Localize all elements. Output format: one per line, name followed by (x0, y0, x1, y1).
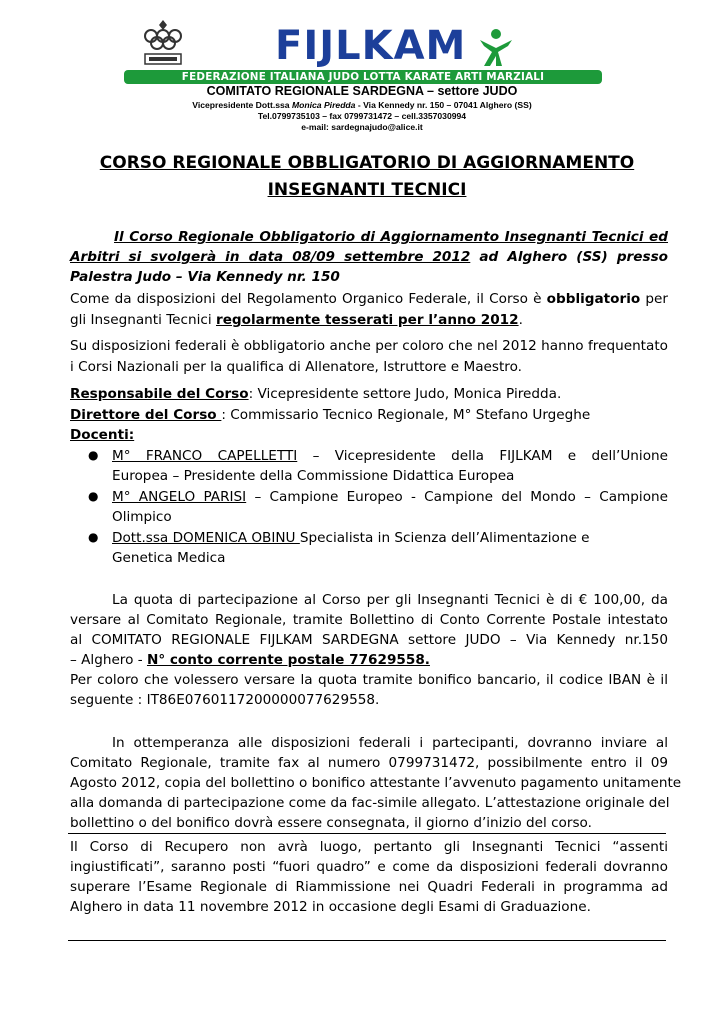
teacher-2-line-1: M° ANGELO PARISI – Campione Europeo - Campione del Mondo – Campione (112, 489, 668, 505)
teacher-3-line-2: Genetica Medica (112, 550, 226, 566)
submission-line-3: Agosto 2012, copia del bollettino o bonifico attestante l’avvenuto pagamento unitamente (70, 775, 682, 791)
recovery-line-1: Il Corso di Recupero non avrà luogo, pertanto gli Insegnanti Tecnici “assenti (70, 839, 668, 855)
bullet-icon: ● (88, 448, 99, 462)
vicepresident-line: Vicepresidente Dott.ssa Monica Piredda - Via Kennedy nr. 150 – 07041 Alghero (SS) (192, 100, 532, 110)
fijlkam-figure-icon (476, 28, 516, 68)
intro-line-3: Palestra Judo – Via Kennedy nr. 150 (70, 269, 340, 285)
fee-line-1: La quota di partecipazione al Corso per gli Insegnanti Tecnici è di € 100,00, da (112, 592, 668, 608)
recovery-line-4: Alghero in data 11 novembre 2012 in occasione degli Esami di Graduazione. (70, 899, 591, 915)
recovery-line-3: superare l’Esame Regionale di Riammissione nei Quadri Federali in programma ad (70, 879, 668, 895)
footer-rule (68, 940, 666, 941)
bullet-icon: ● (88, 489, 99, 503)
section-divider (68, 833, 666, 834)
brand-logo-text: FIJLKAM (275, 23, 467, 69)
intro-line-5: gli Insegnanti Tecnici regolarmente tesserati per l’anno 2012. (70, 312, 523, 328)
teacher-2-line-2: Olimpico (112, 509, 172, 525)
teachers-heading: Docenti: (70, 427, 135, 443)
committee-heading: COMITATO REGIONALE SARDEGNA – settore JUDO (206, 84, 518, 98)
submission-line-4: alla domanda di partecipazione come da fac-simile allegato. L’attestazione originale del (70, 795, 670, 811)
teacher-3-line-1: Dott.ssa DOMENICA OBINU Specialista in Scienza dell’Alimentazione e (112, 530, 590, 546)
teacher-1-line-2: Europea – Presidente della Commissione Didattica Europea (112, 468, 515, 484)
document-title: CORSO REGIONALE OBBLIGATORIO DI AGGIORNAMENTO (99, 153, 635, 173)
intro-line-4: Come da disposizioni del Regolamento Organico Federale, il Corso è obbligatorio per (70, 291, 668, 307)
national-line-1: Su disposizioni federali è obbligatorio anche per coloro che nel 2012 hanno frequentato (70, 338, 668, 354)
director-line: Direttore del Corso : Commissario Tecnico Regionale, M° Stefano Urgeghe (70, 407, 591, 423)
submission-line-5: bollettino o del bonifico dovrà essere consegnata, il giorno d’inizio del corso. (70, 815, 592, 831)
bullet-icon: ● (88, 530, 99, 544)
olympic-rings-logo-icon (142, 18, 184, 70)
recovery-line-2: ingiustificati”, saranno posti “fuori quadro” e come da disposizioni federali dovranno (70, 859, 668, 875)
federation-banner: FEDERAZIONE ITALIANA JUDO LOTTA KARATE ARTI MARZIALI (124, 70, 602, 84)
phone-line: Tel.0799735103 – fax 0799731472 – cell.3357030994 (257, 111, 467, 121)
submission-line-2: Comitato Regionale, tramite fax al numero 0799731472, possibilmente entro il 09 (70, 755, 668, 771)
fee-line-4: – Alghero - N° conto corrente postale 77629558. (70, 652, 430, 668)
intro-line-2: Arbitri si svolgerà in data 08/09 settembre 2012 ad Alghero (SS) presso (70, 249, 668, 265)
iban-line: seguente : IT86E0760117200000077629558. (70, 692, 380, 708)
intro-line-1: Il Corso Regionale Obbligatorio di Aggiornamento Insegnanti Tecnici ed (114, 229, 668, 245)
document-subtitle: INSEGNANTI TECNICI (267, 180, 467, 200)
responsible-line: Responsabile del Corso: Vicepresidente settore Judo, Monica Piredda. (70, 386, 562, 402)
teacher-1-line-1: M° FRANCO CAPELLETTI – Vicepresidente della FIJLKAM e dell’Unione (112, 448, 668, 464)
fee-line-3: al COMITATO REGIONALE FIJLKAM SARDEGNA settore JUDO – Via Kennedy nr.150 (70, 632, 668, 648)
national-line-2: i Corsi Nazionali per la qualifica di Allenatore, Istruttore e Maestro. (70, 359, 522, 375)
submission-line-1: In ottemperanza alle disposizioni federali i partecipanti, dovranno inviare al (112, 735, 668, 751)
email-line: e-mail: sardegnajudo@alice.it (301, 122, 423, 132)
fee-line-5: Per coloro che volessero versare la quota tramite bonifico bancario, il codice IBAN è il (70, 672, 668, 688)
fee-line-2: versare al Comitato Regionale, tramite Bollettino di Conto Corrente Postale intestato (70, 612, 668, 628)
